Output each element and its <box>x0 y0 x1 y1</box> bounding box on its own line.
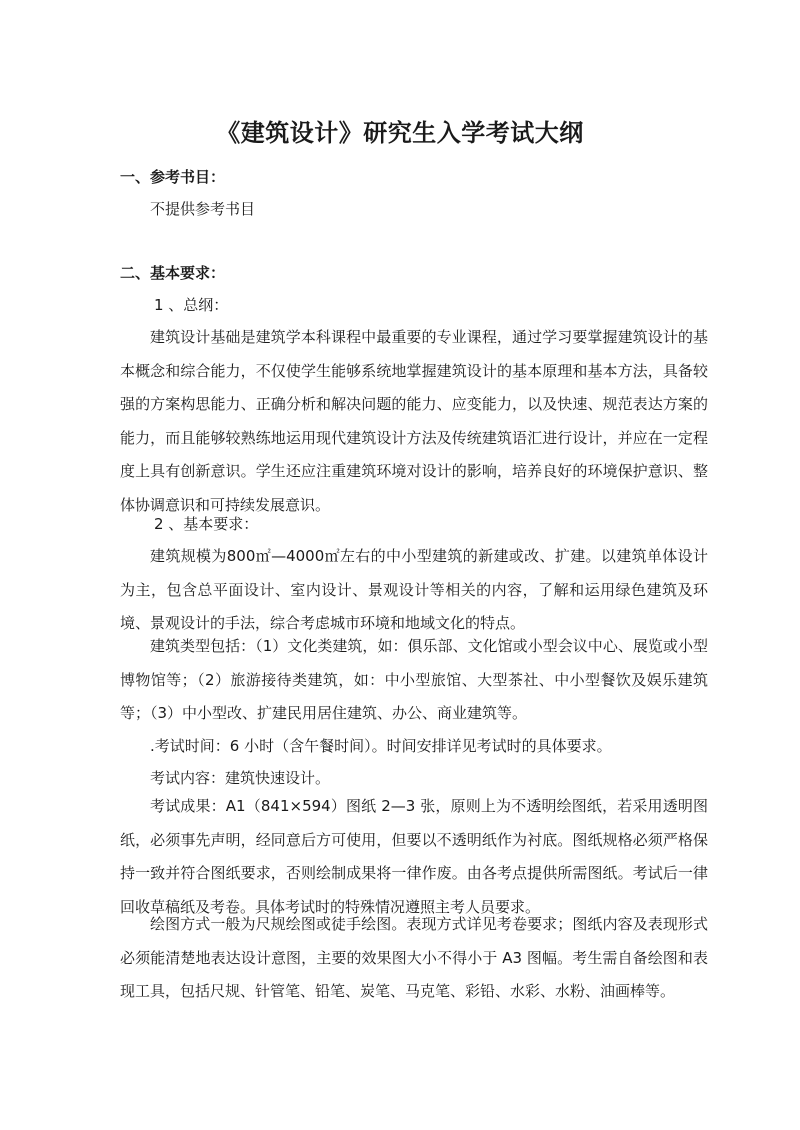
section-heading-basic-requirements: 二、基本要求： <box>120 264 226 282</box>
drawing-method-paragraph: 绘图方式一般为尺规绘图或徒手绘图。表现方式详见考卷要求；图纸内容及表现形式必须能清楚地表达设计意图，主要的效果图大小不得小于 A3 图幅。考生需自备绘图和表现工具，包括尺规、针管笔、铅笔、炭笔、马克笔、彩铅、水彩、水粉、油画棒等。 <box>120 915 708 1000</box>
section-heading-references: 一、参考书目： <box>120 168 226 186</box>
exam-deliverables-paragraph: 考试成果：A1（841×594）图纸 2—3 张，原则上为不透明绘图纸，若采用透明图纸，必须事先声明，经同意后方可使用，但要以不透明纸作为衬底。图纸规格必须严格保持一致并符合图纸要求，否则绘制成果将一律作废。由各考点提供所需图纸。考试后一律回收草稿纸及考卷。具体考试时的特殊情况遵照主考人员要求。 <box>120 797 708 916</box>
exam-time-paragraph: .考试时间：6 小时（含午餐时间）。时间安排详见考试时的具体要求。 <box>150 737 612 755</box>
requirements-scale-paragraph: 建筑规模为800㎡—4000㎡左右的中小型建筑的新建或改、扩建。以建筑单体设计为主，包含总平面设计、室内设计、景观设计等相关的内容，了解和运用绿色建筑及环境、景观设计的手法，综合考虑城市环境和地域文化的特点。 <box>120 547 708 632</box>
exam-content-paragraph: 考试内容：建筑快速设计。 <box>150 769 331 787</box>
subsection-label-requirements: 2 、基本要求： <box>154 515 259 533</box>
subsection-label-general: 1 、总纲： <box>154 296 229 314</box>
general-outline-paragraph: 建筑设计基础是建筑学本科课程中最重要的专业课程，通过学习要掌握建筑设计的基本概念和综合能力，不仅使学生能够系统地掌握建筑设计的基本原理和基本方法，具备较强的方案构思能力、正确分析和解决问题的能力、应变能力，以及快速、规范表达方案的能力，而且能够较熟练地运用现代建筑设计方法及传统建筑语汇进行设计，并应在一定程度上具有创新意识。学生还应注重建筑环境对设计的影响，培养良好的环境保护意识、整体协调意识和可持续发展意识。 <box>120 328 708 514</box>
building-types-paragraph: 建筑类型包括：（1）文化类建筑，如：俱乐部、文化馆或小型会议中心、展览或小型博物馆等；（2）旅游接待类建筑，如：中小型旅馆、大型茶社、中小型餐饮及娱乐建筑等；（3）中小型改、扩建民用居住建筑、办公、商业建筑等。 <box>120 637 708 722</box>
references-text: 不提供参考书目 <box>150 200 256 218</box>
document-title: 《建筑设计》研究生入学考试大纲 <box>216 118 584 147</box>
